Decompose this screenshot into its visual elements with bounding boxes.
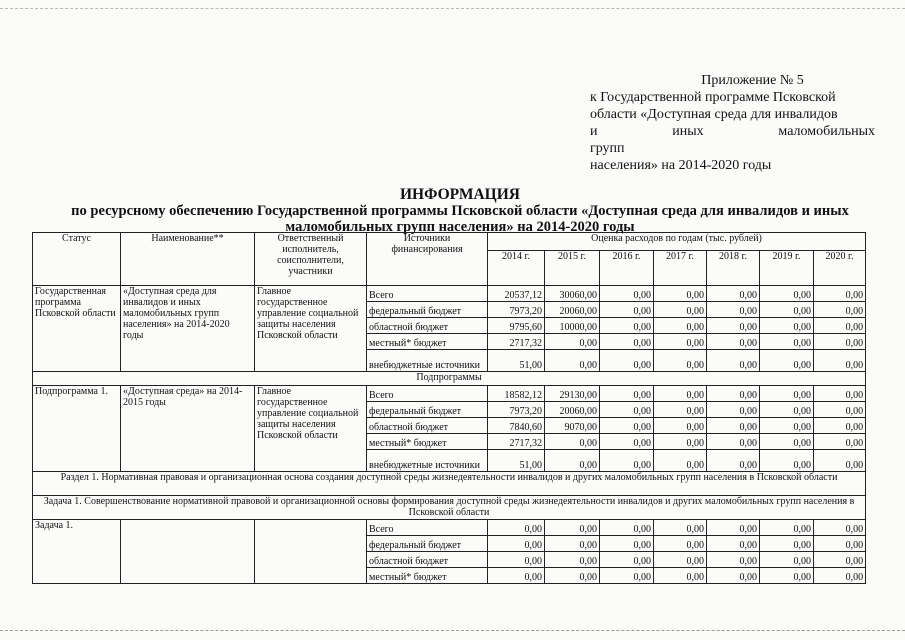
value-cell: 0,00	[707, 450, 760, 472]
executor-cell: Главное государственное управление социальной защиты населения Псковской области	[255, 286, 367, 372]
status-cell: Государственная программа Псковской области	[33, 286, 121, 372]
value-cell: 0,00	[707, 350, 760, 372]
value-cell: 0,00	[814, 434, 866, 450]
value-cell: 20537,12	[488, 286, 545, 302]
header-year: 2018 г.	[707, 251, 760, 286]
value-cell: 0,00	[760, 520, 814, 536]
value-cell: 0,00	[600, 286, 654, 302]
appendix-line: и иных маломобильных групп	[590, 124, 875, 156]
value-cell: 0,00	[814, 318, 866, 334]
value-cell: 0,00	[654, 418, 707, 434]
value-cell: 0,00	[814, 552, 866, 568]
value-cell: 0,00	[654, 568, 707, 584]
value-cell: 0,00	[654, 552, 707, 568]
source-cell: местный* бюджет	[367, 434, 488, 450]
value-cell: 0,00	[600, 350, 654, 372]
value-cell: 0,00	[545, 350, 600, 372]
value-cell: 0,00	[760, 386, 814, 402]
executor-cell	[255, 520, 367, 584]
value-cell: 0,00	[707, 334, 760, 350]
financing-table	[32, 232, 866, 584]
value-cell: 9795,60	[488, 318, 545, 334]
appendix-line: к Государственной программе Псковской	[590, 90, 836, 105]
bottom-edge-line	[0, 630, 905, 631]
value-cell: 0,00	[545, 520, 600, 536]
value-cell: 0,00	[488, 536, 545, 552]
name-cell	[121, 520, 255, 584]
value-cell: 0,00	[600, 450, 654, 472]
header-status: Статус	[33, 233, 121, 286]
value-cell: 0,00	[600, 386, 654, 402]
value-cell: 0,00	[600, 536, 654, 552]
value-cell: 0,00	[707, 568, 760, 584]
value-cell: 0,00	[814, 568, 866, 584]
value-cell: 51,00	[488, 350, 545, 372]
value-cell: 0,00	[760, 568, 814, 584]
value-cell: 0,00	[600, 552, 654, 568]
value-cell: 30060,00	[545, 286, 600, 302]
value-cell: 0,00	[654, 286, 707, 302]
value-cell: 51,00	[488, 450, 545, 472]
value-cell: 0,00	[707, 318, 760, 334]
value-cell: 0,00	[545, 568, 600, 584]
value-cell: 0,00	[814, 418, 866, 434]
header-year: 2020 г.	[814, 251, 866, 286]
source-cell: местный* бюджет	[367, 334, 488, 350]
header-year: 2017 г.	[654, 251, 707, 286]
value-cell: 0,00	[707, 434, 760, 450]
header-year: 2019 г.	[760, 251, 814, 286]
source-cell: Всего	[367, 520, 488, 536]
value-cell: 0,00	[760, 318, 814, 334]
title-main: ИНФОРМАЦИЯ	[400, 186, 520, 203]
value-cell: 0,00	[600, 418, 654, 434]
header-year: 2015 г.	[545, 251, 600, 286]
appendix-line: населения» на 2014-2020 годы	[590, 158, 772, 173]
value-cell: 0,00	[760, 450, 814, 472]
value-cell: 10000,00	[545, 318, 600, 334]
value-cell: 0,00	[814, 450, 866, 472]
value-cell: 0,00	[760, 402, 814, 418]
value-cell: 0,00	[707, 386, 760, 402]
header-sources: Источники финансирования	[367, 233, 488, 286]
value-cell: 9070,00	[545, 418, 600, 434]
value-cell: 0,00	[814, 286, 866, 302]
status-cell: Задача 1.	[33, 520, 121, 584]
value-cell: 0,00	[760, 552, 814, 568]
value-cell: 0,00	[760, 286, 814, 302]
value-cell: 0,00	[814, 386, 866, 402]
source-cell: внебюджетные источники	[367, 350, 488, 372]
value-cell: 0,00	[545, 536, 600, 552]
value-cell: 0,00	[600, 568, 654, 584]
status-cell: Подпрограмма 1.	[33, 386, 121, 472]
value-cell: 0,00	[488, 552, 545, 568]
value-cell: 7973,20	[488, 402, 545, 418]
section-1-heading: Раздел 1. Нормативная правовая и организационная основа создания доступной среды жизнедеятельности инвалидов и других маломобильных групп населения в Псковской области	[33, 472, 866, 496]
table-row	[33, 520, 866, 536]
value-cell: 0,00	[600, 334, 654, 350]
document-title	[40, 187, 880, 235]
value-cell: 0,00	[488, 520, 545, 536]
appendix-note	[590, 72, 875, 174]
value-cell: 0,00	[707, 286, 760, 302]
source-cell: Всего	[367, 286, 488, 302]
value-cell: 2717,32	[488, 434, 545, 450]
value-cell: 0,00	[488, 568, 545, 584]
source-cell: областной бюджет	[367, 418, 488, 434]
value-cell: 0,00	[654, 334, 707, 350]
value-cell: 0,00	[654, 318, 707, 334]
header-year: 2014 г.	[488, 251, 545, 286]
table-row	[33, 372, 866, 386]
source-cell: областной бюджет	[367, 552, 488, 568]
value-cell: 0,00	[760, 418, 814, 434]
value-cell: 0,00	[600, 520, 654, 536]
header-executor: Ответственный исполнитель, соисполнители, участники	[255, 233, 367, 286]
value-cell: 0,00	[707, 302, 760, 318]
subprograms-label: Подпрограммы	[33, 372, 866, 386]
value-cell: 0,00	[760, 434, 814, 450]
top-edge-line	[0, 8, 905, 9]
value-cell: 18582,12	[488, 386, 545, 402]
value-cell: 0,00	[654, 520, 707, 536]
table-row	[33, 386, 866, 402]
value-cell: 0,00	[654, 350, 707, 372]
title-line-1: по ресурсному обеспечению Государственной программы Псковской области «Доступная среда для инвалидов и иных	[71, 203, 849, 219]
name-cell: «Доступная среда для инвалидов и иных маломобильных групп населения» на 2014-2020 годы	[121, 286, 255, 372]
header-estimate: Оценка расходов по годам (тыс. рублей)	[488, 233, 866, 251]
value-cell: 0,00	[654, 302, 707, 318]
value-cell: 0,00	[814, 536, 866, 552]
value-cell: 0,00	[814, 520, 866, 536]
source-cell: федеральный бюджет	[367, 402, 488, 418]
source-cell: федеральный бюджет	[367, 302, 488, 318]
header-year: 2016 г.	[600, 251, 654, 286]
table-row	[33, 472, 866, 496]
value-cell: 0,00	[707, 418, 760, 434]
value-cell: 2717,32	[488, 334, 545, 350]
value-cell: 0,00	[814, 302, 866, 318]
value-cell: 20060,00	[545, 302, 600, 318]
value-cell: 0,00	[707, 520, 760, 536]
value-cell: 7973,20	[488, 302, 545, 318]
task-1-heading: Задача 1. Совершенствование нормативной правовой и организационной основы формирования доступной среды жизнедеятельности инвалидов и других маломобильных групп населения в Псковской области	[33, 496, 866, 520]
title-line-2: маломобильных групп населения» на 2014-2020 годы	[285, 219, 635, 235]
value-cell: 0,00	[814, 334, 866, 350]
value-cell: 0,00	[760, 350, 814, 372]
value-cell: 0,00	[814, 402, 866, 418]
value-cell: 0,00	[600, 402, 654, 418]
source-cell: областной бюджет	[367, 318, 488, 334]
value-cell: 0,00	[814, 350, 866, 372]
source-cell: Всего	[367, 386, 488, 402]
source-cell: федеральный бюджет	[367, 536, 488, 552]
table-row	[33, 286, 866, 302]
source-cell: внебюджетные источники	[367, 450, 488, 472]
value-cell: 0,00	[707, 552, 760, 568]
source-cell: местный* бюджет	[367, 568, 488, 584]
value-cell: 0,00	[707, 402, 760, 418]
appendix-number: Приложение № 5	[701, 73, 804, 88]
value-cell: 0,00	[654, 402, 707, 418]
value-cell: 0,00	[545, 334, 600, 350]
value-cell: 7840,60	[488, 418, 545, 434]
value-cell: 0,00	[760, 334, 814, 350]
value-cell: 0,00	[600, 302, 654, 318]
value-cell: 0,00	[760, 302, 814, 318]
header-name: Наименование**	[121, 233, 255, 286]
value-cell: 0,00	[760, 536, 814, 552]
name-cell: «Доступная среда» на 2014-2015 годы	[121, 386, 255, 472]
appendix-line: области «Доступная среда для инвалидов	[590, 107, 838, 122]
value-cell: 0,00	[545, 450, 600, 472]
value-cell: 0,00	[654, 536, 707, 552]
value-cell: 20060,00	[545, 402, 600, 418]
table-row	[33, 496, 866, 520]
executor-cell: Главное государственное управление социальной защиты населения Псковской области	[255, 386, 367, 472]
value-cell: 0,00	[654, 434, 707, 450]
value-cell: 0,00	[600, 434, 654, 450]
value-cell: 0,00	[600, 318, 654, 334]
value-cell: 0,00	[654, 386, 707, 402]
value-cell: 0,00	[707, 536, 760, 552]
value-cell: 0,00	[654, 450, 707, 472]
value-cell: 0,00	[545, 434, 600, 450]
value-cell: 29130,00	[545, 386, 600, 402]
value-cell: 0,00	[545, 552, 600, 568]
